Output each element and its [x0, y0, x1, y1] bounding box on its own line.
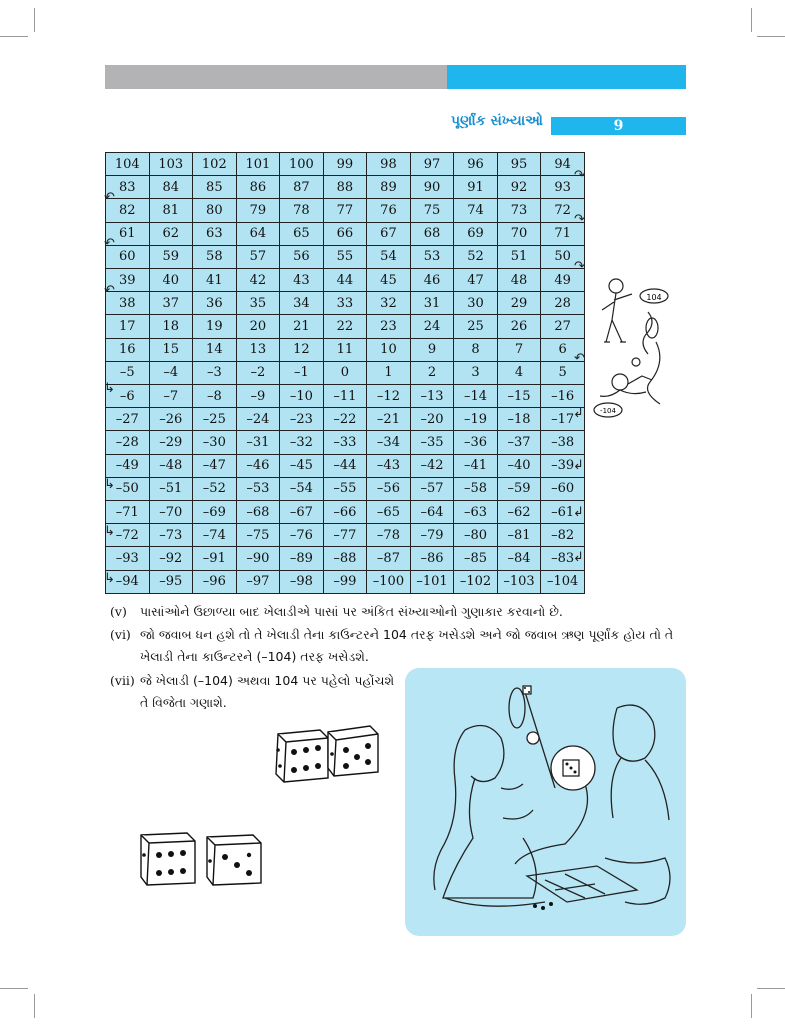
board-cell: 57	[236, 245, 280, 268]
board-cell: –18	[497, 408, 541, 431]
board-cell: –57	[410, 477, 454, 500]
board-cell: –42	[410, 454, 454, 477]
board-cell: –22	[323, 408, 367, 431]
board-cell: –47	[193, 454, 237, 477]
board-cell: –54	[280, 477, 324, 500]
board-cell: 72	[541, 199, 585, 222]
curve-arrow-icon: ↳	[104, 477, 115, 492]
board-cell: 55	[323, 245, 367, 268]
board-cell: –1	[280, 361, 324, 384]
board-cell: 7	[497, 338, 541, 361]
board-cell: 31	[410, 292, 454, 315]
board-cell: –94	[106, 570, 150, 593]
board-cell: 74	[454, 199, 498, 222]
board-cell: 101	[236, 153, 280, 176]
board-cell: –85	[454, 547, 498, 570]
crop-mark	[0, 988, 28, 989]
board-cell: 88	[323, 176, 367, 199]
board-row	[106, 547, 585, 570]
board-cell: 63	[193, 222, 237, 245]
board-cell: 39	[106, 269, 150, 292]
curve-arrow-icon: ↷	[574, 259, 585, 274]
board-cell: –34	[367, 431, 411, 454]
board-cell: 50	[541, 245, 585, 268]
board-cell: 43	[280, 269, 324, 292]
board-cell: 89	[367, 176, 411, 199]
rule-v	[110, 601, 680, 623]
board-row	[106, 477, 585, 500]
board-cell: 82	[106, 199, 150, 222]
crop-mark	[757, 988, 785, 989]
curve-arrow-icon: ↳	[104, 571, 115, 586]
curve-arrow-icon: ↷	[574, 212, 585, 227]
board-cell: –48	[149, 454, 193, 477]
board-cell: 0	[323, 361, 367, 384]
board-cell: 34	[280, 292, 324, 315]
board-cell: –90	[236, 547, 280, 570]
curve-arrow-icon: ↳	[104, 381, 115, 396]
board-cell: –74	[193, 524, 237, 547]
rule-marker: (vi)	[110, 627, 131, 642]
board-cell: –49	[106, 454, 150, 477]
board-cell: 99	[323, 153, 367, 176]
board-cell: –28	[106, 431, 150, 454]
board-cell: 15	[149, 338, 193, 361]
board-cell: –15	[497, 385, 541, 408]
board-cell: –88	[323, 547, 367, 570]
board-cell: 94	[541, 153, 585, 176]
children-playing-illustration	[592, 272, 678, 420]
board-cell: –21	[367, 408, 411, 431]
board-cell: –23	[280, 408, 324, 431]
board-cell: –36	[454, 431, 498, 454]
board-cell: –17	[541, 408, 585, 431]
board-cell: –97	[236, 570, 280, 593]
board-cell: 20	[236, 315, 280, 338]
board-cell: 49	[541, 269, 585, 292]
board-cell: 36	[193, 292, 237, 315]
board-cell: 83	[106, 176, 150, 199]
board-cell: 47	[454, 269, 498, 292]
board-cell: –58	[454, 477, 498, 500]
board-cell: 4	[497, 361, 541, 384]
board-cell: 92	[497, 176, 541, 199]
board-row	[106, 408, 585, 431]
board-cell: –31	[236, 431, 280, 454]
board-cell: –37	[497, 431, 541, 454]
board-cell: –100	[367, 570, 411, 593]
board-cell: 104	[106, 153, 150, 176]
board-row	[106, 570, 585, 593]
board-cell: –63	[454, 501, 498, 524]
board-cell: –56	[367, 477, 411, 500]
board-cell: –24	[236, 408, 280, 431]
board-cell: 45	[367, 269, 411, 292]
board-cell: –87	[367, 547, 411, 570]
board-cell: –30	[193, 431, 237, 454]
board-cell: 60	[106, 245, 150, 268]
crop-mark	[751, 994, 752, 1018]
curve-arrow-icon: ↳	[104, 524, 115, 539]
board-cell: 16	[106, 338, 150, 361]
board-cell: 77	[323, 199, 367, 222]
board-cell: –69	[193, 501, 237, 524]
board-cell: 84	[149, 176, 193, 199]
board-cell: –33	[323, 431, 367, 454]
board-cell: 21	[280, 315, 324, 338]
board-cell: –46	[236, 454, 280, 477]
board-cell: 79	[236, 199, 280, 222]
board-row	[106, 199, 585, 222]
board-cell: 75	[410, 199, 454, 222]
board-cell: 53	[410, 245, 454, 268]
page-number: 9	[551, 117, 686, 135]
board-cell: 59	[149, 245, 193, 268]
board-cell: –53	[236, 477, 280, 500]
board-cell: –78	[367, 524, 411, 547]
board-cell: 35	[236, 292, 280, 315]
board-cell: –67	[280, 501, 324, 524]
board-cell: 42	[236, 269, 280, 292]
board-cell: 86	[236, 176, 280, 199]
rule-vi	[110, 624, 685, 668]
board-cell: 6	[541, 338, 585, 361]
game-board	[105, 152, 585, 594]
board-cell: –11	[323, 385, 367, 408]
board-cell: 10	[367, 338, 411, 361]
board-row	[106, 176, 585, 199]
board-cell: 19	[193, 315, 237, 338]
board-cell: 46	[410, 269, 454, 292]
board-cell: –44	[323, 454, 367, 477]
dice-pair-icon	[272, 720, 384, 784]
board-cell: –98	[280, 570, 324, 593]
board-cell: –5	[106, 361, 150, 384]
board-cell: –16	[541, 385, 585, 408]
rule-text: જે ખેલાડી (–104) અથવા 104 પર પહેલો પહોંચશે તે વિજેતા ગણાશે.	[140, 673, 395, 710]
board-row	[106, 431, 585, 454]
board-cell: 68	[410, 222, 454, 245]
board-cell: 40	[149, 269, 193, 292]
board-row	[106, 524, 585, 547]
board-cell: 1	[367, 361, 411, 384]
board-cell: 22	[323, 315, 367, 338]
board-cell: –104	[541, 570, 585, 593]
board-cell: –8	[193, 385, 237, 408]
board-cell: 11	[323, 338, 367, 361]
board-cell: 24	[410, 315, 454, 338]
dice-pair-icon	[137, 827, 269, 889]
board-cell: –6	[106, 385, 150, 408]
board-cell: 70	[497, 222, 541, 245]
board-cell: –25	[193, 408, 237, 431]
board-cell: 61	[106, 222, 150, 245]
board-cell: –55	[323, 477, 367, 500]
curve-arrow-icon: ↶	[574, 351, 585, 366]
board-cell: 93	[541, 176, 585, 199]
board-cell: 17	[106, 315, 150, 338]
board-cell: –79	[410, 524, 454, 547]
board-cell: 30	[454, 292, 498, 315]
board-cell: 25	[454, 315, 498, 338]
board-row	[106, 361, 585, 384]
rule-text: જો જવાબ ધન હશે તો તે ખેલાડી તેના કાઉન્ટરને 104 તરફ ખસેડશે અને જો જવાબ ઋણ પૂર્ણાંક હોય તો તે ખેલાડી તેના કાઉન્ટરને (–104) તરફ ખસેડશે.	[140, 627, 674, 664]
board-cell: –43	[367, 454, 411, 477]
board-cell: 76	[367, 199, 411, 222]
rule-marker: (v)	[110, 604, 127, 619]
board-cell: –95	[149, 570, 193, 593]
board-cell: –62	[497, 501, 541, 524]
board-row	[106, 454, 585, 477]
board-cell: 90	[410, 176, 454, 199]
board-cell: –61	[541, 501, 585, 524]
board-cell: –68	[236, 501, 280, 524]
board-row	[106, 245, 585, 268]
board-cell: 102	[193, 153, 237, 176]
curve-arrow-icon: ↶	[104, 236, 115, 251]
curve-arrow-icon: ↶	[104, 190, 115, 205]
board-cell: –101	[410, 570, 454, 593]
board-cell: 85	[193, 176, 237, 199]
board-cell: –26	[149, 408, 193, 431]
crop-mark	[0, 36, 28, 37]
board-cell: 103	[149, 153, 193, 176]
curve-arrow-icon: ↲	[573, 406, 584, 421]
board-cell: 3	[454, 361, 498, 384]
board-cell: –66	[323, 501, 367, 524]
curve-arrow-icon: ↷	[574, 168, 585, 183]
board-cell: –13	[410, 385, 454, 408]
board-row	[106, 338, 585, 361]
board-cell: 37	[149, 292, 193, 315]
board-cell: –14	[454, 385, 498, 408]
board-cell: –52	[193, 477, 237, 500]
board-cell: –72	[106, 524, 150, 547]
board-cell: –60	[541, 477, 585, 500]
board-cell: 91	[454, 176, 498, 199]
board-cell: –50	[106, 477, 150, 500]
board-cell: 81	[149, 199, 193, 222]
board-cell: –4	[149, 361, 193, 384]
children-with-dice-illustration	[405, 668, 686, 936]
board-row	[106, 222, 585, 245]
board-cell: 29	[497, 292, 541, 315]
board-cell: 8	[454, 338, 498, 361]
board-cell: –41	[454, 454, 498, 477]
board-cell: 100	[280, 153, 324, 176]
board-cell: 32	[367, 292, 411, 315]
board-cell: –103	[497, 570, 541, 593]
board-cell: 27	[541, 315, 585, 338]
board-cell: –7	[149, 385, 193, 408]
board-cell: 67	[367, 222, 411, 245]
board-cell: 26	[497, 315, 541, 338]
board-cell: 69	[454, 222, 498, 245]
board-cell: –35	[410, 431, 454, 454]
board-cell: 73	[497, 199, 541, 222]
curve-arrow-icon: ↶	[104, 283, 115, 298]
board-cell: 97	[410, 153, 454, 176]
board-cell: 96	[454, 153, 498, 176]
board-cell: 54	[367, 245, 411, 268]
board-cell: 12	[280, 338, 324, 361]
board-cell: –10	[280, 385, 324, 408]
board-cell: 5	[541, 361, 585, 384]
illustration-panel	[405, 668, 686, 936]
board-row	[106, 315, 585, 338]
board-cell: –77	[323, 524, 367, 547]
board-cell: –39	[541, 454, 585, 477]
board-cell: –83	[541, 547, 585, 570]
board-cell: 98	[367, 153, 411, 176]
board-cell: –19	[454, 408, 498, 431]
board-cell: –76	[280, 524, 324, 547]
board-cell: 78	[280, 199, 324, 222]
board-cell: 48	[497, 269, 541, 292]
board-cell: –2	[236, 361, 280, 384]
board-cell: –71	[106, 501, 150, 524]
board-cell: 14	[193, 338, 237, 361]
board-cell: –81	[497, 524, 541, 547]
board-row	[106, 501, 585, 524]
board-cell: 9	[410, 338, 454, 361]
curve-arrow-icon: ↲	[573, 550, 584, 565]
board-cell: –20	[410, 408, 454, 431]
board-cell: 41	[193, 269, 237, 292]
board-row	[106, 153, 585, 176]
board-cell: –92	[149, 547, 193, 570]
board-cell: –32	[280, 431, 324, 454]
board-cell: –73	[149, 524, 193, 547]
board-cell: 58	[193, 245, 237, 268]
small-label-104: 104	[646, 293, 662, 302]
crop-mark	[34, 994, 35, 1018]
board-row	[106, 269, 585, 292]
board-cell: –12	[367, 385, 411, 408]
board-cell: –9	[236, 385, 280, 408]
board-cell: 95	[497, 153, 541, 176]
curve-arrow-icon: ↲	[573, 505, 584, 520]
board-cell: –99	[323, 570, 367, 593]
chapter-title: પૂર્ણાંક સંખ્યાઓ	[450, 113, 543, 129]
board-cell: 23	[367, 315, 411, 338]
board-cell: 80	[193, 199, 237, 222]
board-cell: 51	[497, 245, 541, 268]
crop-mark	[751, 8, 752, 32]
crop-mark	[34, 8, 35, 32]
board-cell: –64	[410, 501, 454, 524]
board-cell: –91	[193, 547, 237, 570]
rule-vii	[110, 670, 400, 714]
board-cell: 38	[106, 292, 150, 315]
board-cell: –59	[497, 477, 541, 500]
board-cell: –3	[193, 361, 237, 384]
board-cell: –27	[106, 408, 150, 431]
rule-text: પાસાંઓને ઉછાળ્યા બાદ ખેલાડીએ પાસાં પર અંકિત સંખ્યાઓનો ગુણાકાર કરવાનો છે.	[140, 604, 563, 619]
board-cell: –70	[149, 501, 193, 524]
small-label-minus104: -104	[600, 407, 616, 415]
board-cell: 71	[541, 222, 585, 245]
board-cell: –51	[149, 477, 193, 500]
board-cell: –84	[497, 547, 541, 570]
header-bar-blue	[447, 65, 686, 89]
board-cell: –80	[454, 524, 498, 547]
board-cell: –82	[541, 524, 585, 547]
curve-arrow-icon: ↲	[573, 458, 584, 473]
board-cell: 33	[323, 292, 367, 315]
board-cell: 13	[236, 338, 280, 361]
board-cell: –96	[193, 570, 237, 593]
rule-marker: (vii)	[110, 673, 135, 688]
board-cell: 28	[541, 292, 585, 315]
board-cell: –93	[106, 547, 150, 570]
board-cell: 64	[236, 222, 280, 245]
header-bar-grey	[105, 65, 447, 89]
board-cell: –38	[541, 431, 585, 454]
board-cell: –29	[149, 431, 193, 454]
board-cell: 52	[454, 245, 498, 268]
board-cell: –65	[367, 501, 411, 524]
board-row	[106, 385, 585, 408]
board-cell: 2	[410, 361, 454, 384]
board-cell: –40	[497, 454, 541, 477]
board-cell: 18	[149, 315, 193, 338]
board-cell: –45	[280, 454, 324, 477]
board-cell: 87	[280, 176, 324, 199]
board-cell: –102	[454, 570, 498, 593]
board-cell: 56	[280, 245, 324, 268]
board-cell: –86	[410, 547, 454, 570]
board-cell: 65	[280, 222, 324, 245]
board-cell: –89	[280, 547, 324, 570]
crop-mark	[757, 36, 785, 37]
board-cell: 62	[149, 222, 193, 245]
board-cell: 44	[323, 269, 367, 292]
board-row	[106, 292, 585, 315]
board-cell: 66	[323, 222, 367, 245]
board-cell: –75	[236, 524, 280, 547]
